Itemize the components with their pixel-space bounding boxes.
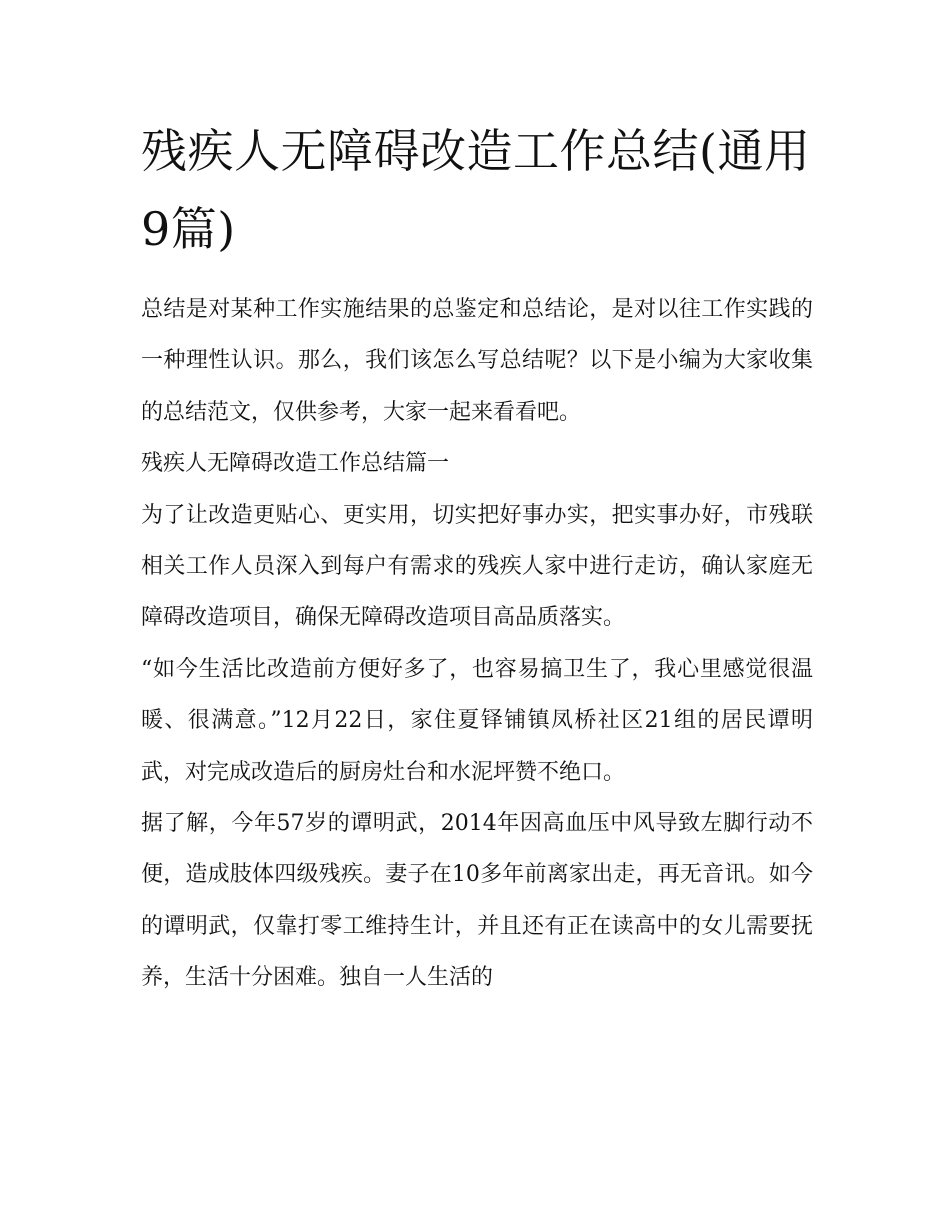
body-paragraph: 为了让改造更贴心、更实用，切实把好事办实，把实事办好，市残联相关工作人员深入到每户有需求的残疾人家中进行走访，确认家庭无障碍改造项目，确保无障碍改造项目高品质落实。	[141, 502, 813, 631]
document-title: 残疾人无障碍改造工作总结(通用9篇)	[141, 124, 811, 256]
body-paragraph: 据了解，今年57岁的谭明武，2014年因高血压中风导致左脚行动不便，造成肢体四级残疾。妻子在10多年前离家出走，再无音讯。如今的谭明武，仅靠打零工维持生计，并且还有正在读高中的女儿需要抚养，生活十分困难。独自一人生活的	[141, 811, 813, 991]
section-heading: 残疾人无障碍改造工作总结篇一	[141, 451, 450, 477]
document-body	[141, 112, 813, 1004]
intro-paragraph: 总结是对某种工作实施结果的总鉴定和总结论，是对以往工作实践的一种理性认识。那么，我们该怎么写总结呢？以下是小编为大家收集的总结范文，仅供参考，大家一起来看看吧。	[141, 297, 813, 425]
quote-paragraph: “如今生活比改造前方便好多了，也容易搞卫生了，我心里感觉很温暖、很满意。”12月22日，家住夏铎铺镇凤桥社区21组的居民谭明武，对完成改造后的厨房灶台和水泥坪赞不绝口。	[141, 656, 813, 785]
